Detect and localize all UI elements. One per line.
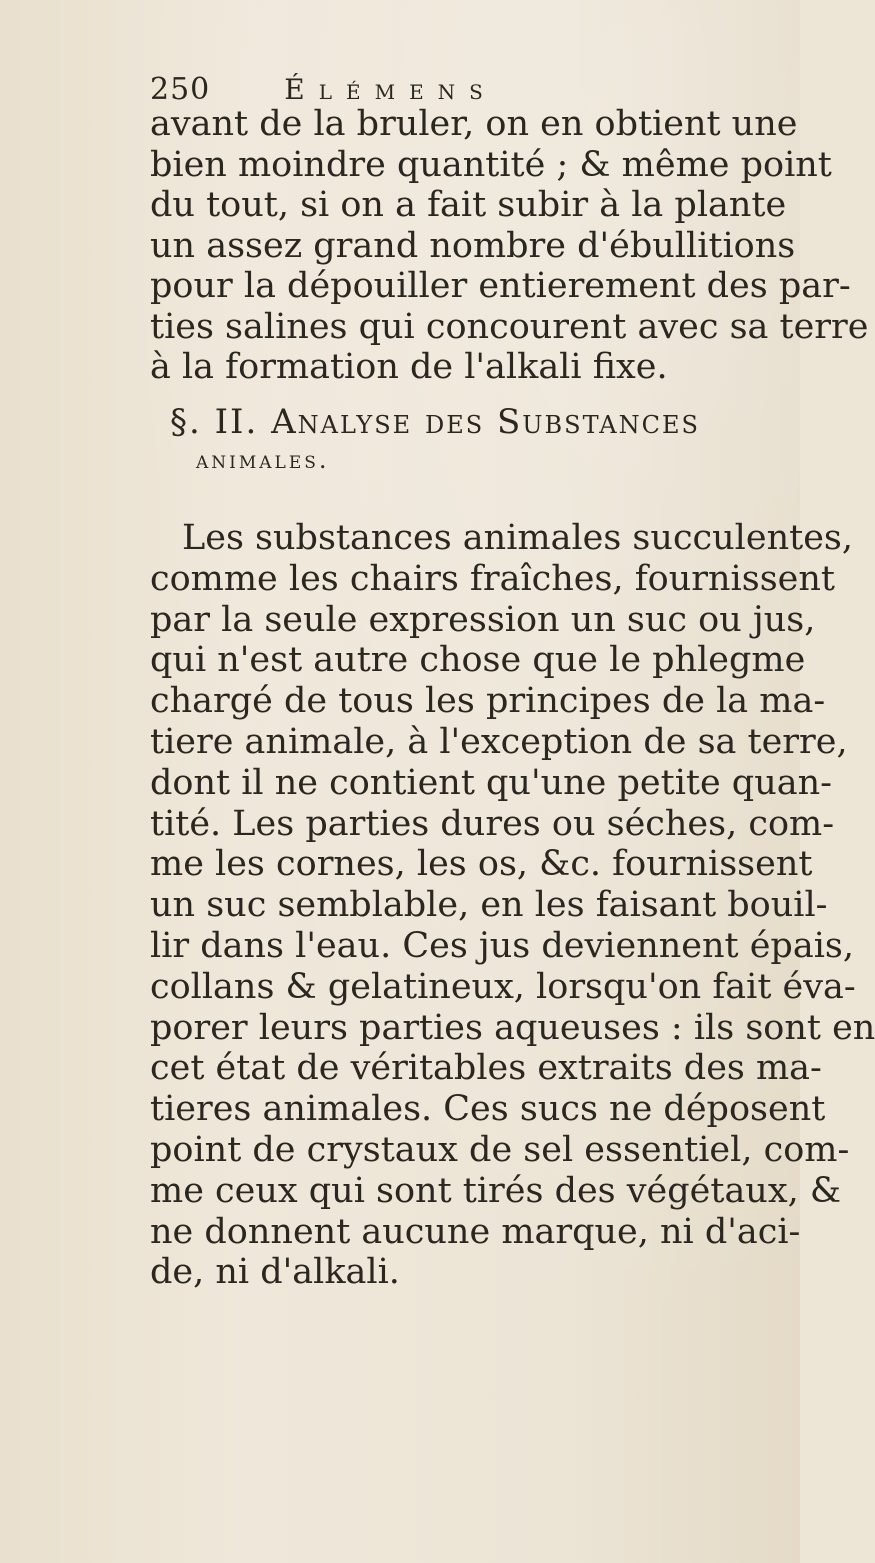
- text-line: me ceux qui sont tirés des végétaux, &: [150, 1170, 841, 1211]
- text-line: un suc semblable, en les faisant bouil-: [150, 885, 828, 926]
- text-line: chargé de tous les principes de la ma-: [150, 681, 826, 722]
- text-line: pour la dépouiller entierement des par-: [150, 266, 851, 306]
- page-number: 250: [150, 72, 211, 107]
- text-line: bien moindre quantité ; & même point: [150, 144, 832, 185]
- paragraph-1: [150, 104, 869, 388]
- text-line: tiere animale, à l'exception de sa terre,: [150, 721, 848, 762]
- text-line: cet état de véritables extraits des ma-: [150, 1048, 822, 1089]
- text-line: me les cornes, les os, &c. fournissent: [150, 844, 813, 885]
- running-title: Élémens: [284, 73, 497, 106]
- text-line: tité. Les parties dures ou séches, com-: [150, 803, 835, 844]
- paragraph-2: [150, 518, 875, 1293]
- text-line: tieres animales. Ces sucs ne déposent: [150, 1089, 826, 1130]
- text-line: porer leurs parties aqueuses : ils sont en: [150, 1007, 875, 1048]
- text-line: du tout, si on a fait subir à la plante: [150, 185, 787, 225]
- text-line: avant de la bruler, on en obtient une: [150, 104, 798, 144]
- text-line: ne donnent aucune marque, ni d'aci-: [150, 1211, 801, 1252]
- text-line: par la seule expression un suc ou jus,: [150, 599, 816, 640]
- text-line: comme les chairs fraîches, fournissent: [150, 558, 835, 599]
- text-line: ties salines qui concourent avec sa terre: [150, 306, 869, 347]
- text-line: un assez grand nombre d'ébullitions: [150, 225, 796, 266]
- section-heading: [170, 402, 770, 474]
- text-line: lir dans l'eau. Ces jus deviennent épais,: [150, 925, 854, 966]
- text-line: de, ni d'alkali.: [150, 1252, 400, 1293]
- section-heading-line-2: animales.: [196, 446, 330, 474]
- text-line: à la formation de l'alkali fixe.: [150, 347, 668, 387]
- text-line: collans & gelatineux, lorsqu'on fait éva-: [150, 966, 856, 1007]
- text-line: qui n'est autre chose que le phlegme: [150, 640, 806, 681]
- text-line: dont il ne contient qu'une petite quan-: [150, 762, 832, 803]
- text-line: point de crystaux de sel essentiel, com-: [150, 1129, 850, 1170]
- section-heading-line-1: §. II. Analyse des Substances: [170, 402, 700, 442]
- text-line: Les substances animales succulentes,: [182, 518, 853, 558]
